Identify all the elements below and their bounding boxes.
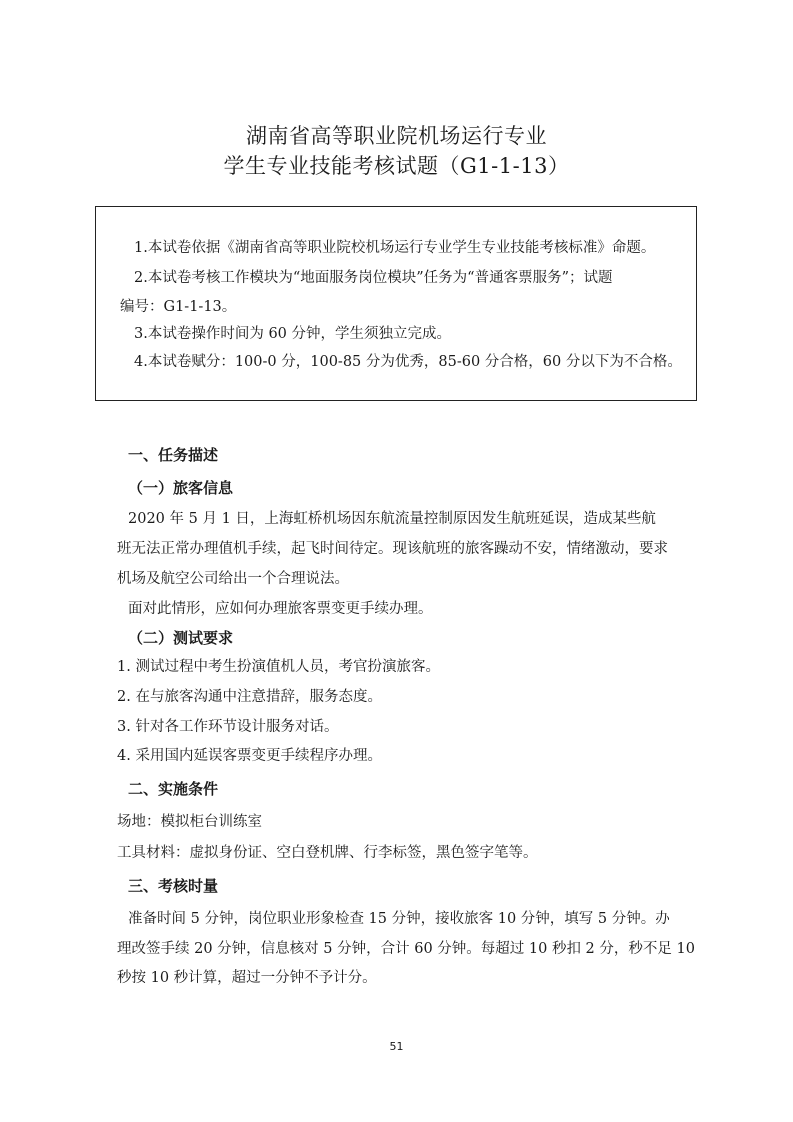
notice-line-1: 1.本试卷依据《湖南省高等职业院校机场运行专业学生专业技能考核标准》命题。	[134, 240, 656, 256]
subsection-heading-test-requirements: （二）测试要求	[128, 629, 234, 647]
section-heading-conditions: 二、实施条件	[128, 780, 219, 798]
paragraph-line: 秒按 10 秒计算，超过一分钟不予计分。	[117, 970, 377, 986]
paragraph-line: 场地：模拟柜台训练室	[117, 814, 262, 830]
page-number: 51	[389, 1040, 404, 1053]
list-item: 2. 在与旅客沟通中注意措辞，服务态度。	[117, 689, 382, 705]
list-item: 4. 采用国内延误客票变更手续程序办理。	[117, 748, 382, 764]
paragraph-line: 面对此情形，应如何办理旅客票变更手续办理。	[128, 601, 433, 617]
document-title-line-2: 学生专业技能考核试题（G1-1-13）	[223, 154, 570, 178]
section-heading-exam-duration: 三、考核时量	[128, 877, 219, 895]
paragraph-line: 机场及航空公司给出一个合理说法。	[117, 571, 349, 587]
paragraph-line: 2020 年 5 月 1 日，上海虹桥机场因东航流量控制原因发生航班延误，造成某些航	[128, 511, 656, 527]
paragraph-line: 理改签手续 20 分钟，信息核对 5 分钟，合计 60 分钟。每超过 10 秒扣 2 分，秒不足 10	[117, 941, 695, 957]
paragraph-line: 准备时间 5 分钟，岗位职业形象检查 15 分钟，接收旅客 10 分钟，填写 5 分钟。办	[128, 911, 670, 927]
notice-line-4: 3.本试卷操作时间为 60 分钟，学生须独立完成。	[134, 326, 452, 342]
paragraph-line: 工具材料：虚拟身份证、空白登机牌、行李标签，黑色签字笔等。	[117, 845, 538, 861]
section-heading-task-description: 一、任务描述	[128, 446, 219, 464]
subsection-heading-passenger-info: （一）旅客信息	[128, 479, 234, 497]
notice-line-3: 编号：G1-1-13。	[120, 299, 237, 315]
list-item: 1. 测试过程中考生扮演值机人员，考官扮演旅客。	[117, 659, 440, 675]
notice-line-2: 2.本试卷考核工作模块为“地面服务岗位模块”任务为“普通客票服务”；试题	[134, 270, 613, 286]
paragraph-line: 班无法正常办理值机手续，起飞时间待定。现该航班的旅客躁动不安，情绪激动，要求	[117, 541, 668, 557]
notice-line-5: 4.本试卷赋分：100-0 分，100-85 分为优秀，85-60 分合格，60 分以下为不合格。	[134, 354, 682, 370]
document-title-line-1: 湖南省高等职业院机场运行专业	[246, 124, 547, 148]
list-item: 3. 针对各工作环节设计服务对话。	[117, 719, 339, 735]
